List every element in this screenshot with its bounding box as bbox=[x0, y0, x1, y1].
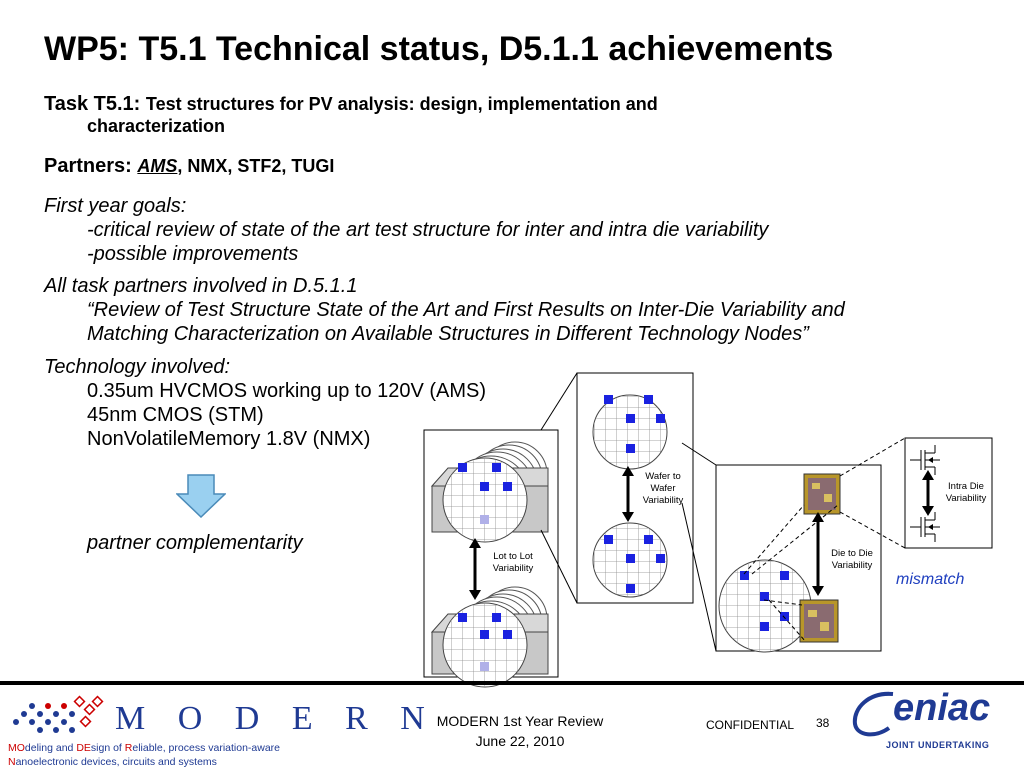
die-variability-label: Die to Die Variability bbox=[831, 548, 873, 571]
deliverable-quote: “Review of Test Structure State of the Art and First Results on Inter-Die Variability and bbox=[87, 299, 845, 321]
technology-item: NonVolatileMemory 1.8V (NMX) bbox=[87, 428, 371, 450]
goal-item: -critical review of state of the art test structure for inter and intra die variability bbox=[87, 219, 769, 241]
goals-heading: First year goals: bbox=[44, 195, 187, 217]
intra-die-variability-label: Intra Die Variability bbox=[945, 481, 987, 504]
eniac-subtitle: JOINT UNDERTAKING bbox=[886, 740, 990, 750]
mismatch-label: mismatch bbox=[896, 571, 965, 588]
technology-heading: Technology involved: bbox=[44, 356, 231, 378]
partner-others: , NMX, STF2, TUGI bbox=[177, 156, 335, 176]
eniac-wordmark: eniac bbox=[893, 687, 991, 729]
goal-item: -possible improvements bbox=[87, 243, 299, 265]
partner-lead: AMS bbox=[137, 156, 178, 176]
page-number: 38 bbox=[816, 716, 830, 730]
wafer-variability-label: Wafer to Wafer Variability bbox=[642, 471, 684, 506]
complementarity-note: partner complementarity bbox=[87, 532, 303, 554]
deliverable-heading: All task partners involved in D.5.1.1 bbox=[44, 275, 358, 297]
modern-logo-icon bbox=[10, 692, 110, 734]
confidential-label: CONFIDENTIAL bbox=[706, 718, 795, 732]
task-text: Test structures for PV analysis: design, implementation and bbox=[145, 94, 658, 114]
modern-tagline: MOdeling and DEsign of Reliable, process variation-aware Nanoelectronic devices, circuits and systems bbox=[8, 742, 281, 768]
lot-variability-label: Lot to Lot Variability bbox=[492, 551, 534, 574]
review-caption: MODERN 1st Year Review June 22, 2010 bbox=[436, 713, 604, 749]
task-text-continued: characterization bbox=[87, 116, 226, 136]
technology-item: 45nm CMOS (STM) bbox=[87, 404, 264, 426]
eniac-swoosh-icon bbox=[849, 688, 897, 740]
modern-wordmark: M O D E R N bbox=[115, 700, 437, 737]
partners-label: Partners: bbox=[44, 155, 132, 177]
slide-title: WP5: T5.1 Technical status, D5.1.1 achievements bbox=[44, 30, 834, 68]
footer-divider bbox=[0, 681, 1024, 685]
deliverable-quote-continued: Matching Characterization on Available Structures in Different Technology Nodes” bbox=[87, 323, 809, 345]
task-label: Task T5.1: bbox=[44, 93, 141, 115]
technology-item: 0.35um HVCMOS working up to 120V (AMS) bbox=[87, 380, 487, 402]
